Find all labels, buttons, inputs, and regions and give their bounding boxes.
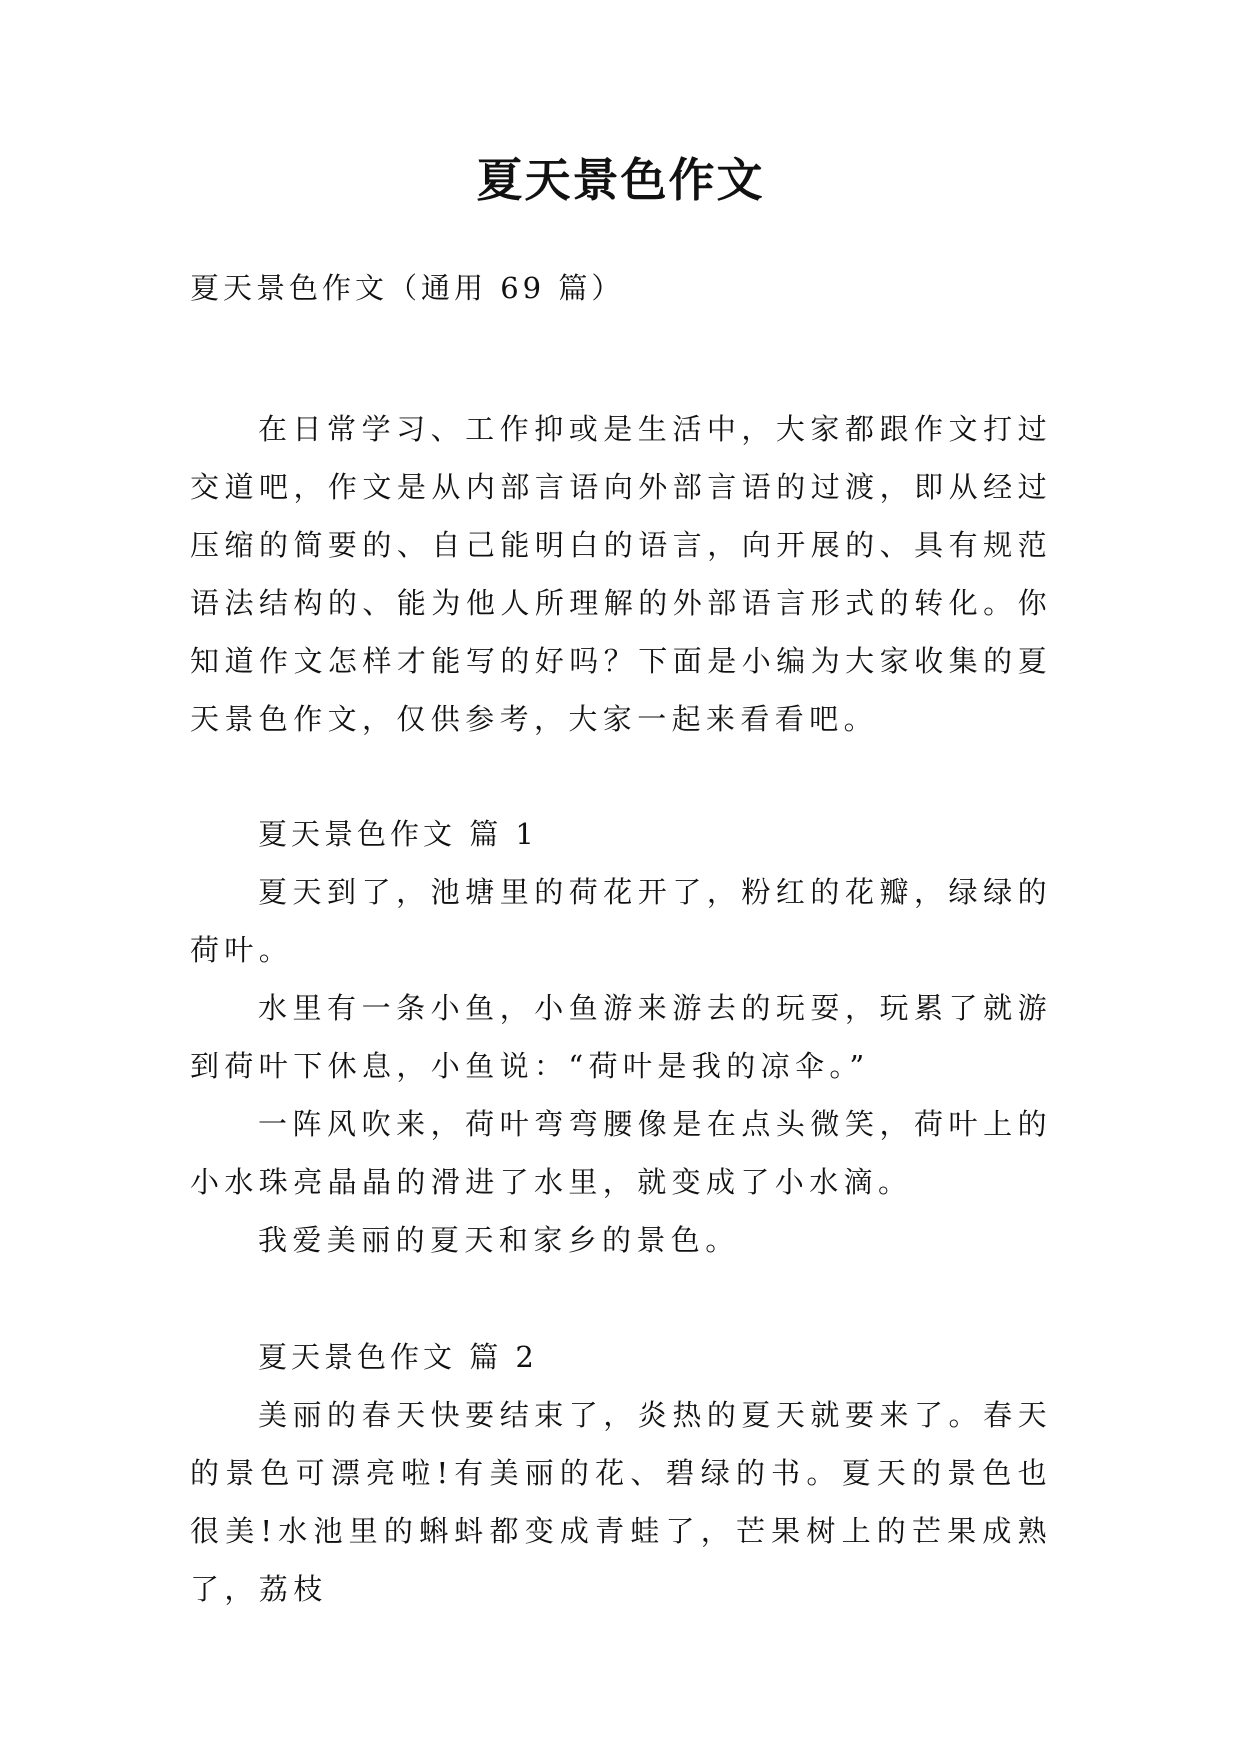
section-heading: 夏天景色作文 篇 1 xyxy=(258,817,538,851)
section-heading: 夏天景色作文 篇 2 xyxy=(258,1340,538,1374)
document-subtitle: 夏天景色作文（通用 69 篇） xyxy=(190,271,625,305)
document-title: 夏天景色作文 xyxy=(476,153,765,207)
section-paragraph: 我爱美丽的夏天和家乡的景色。 xyxy=(258,1223,740,1257)
section-paragraph: 夏天到了，池塘里的荷花开了，粉红的花瓣，绿绿的荷叶。 xyxy=(190,875,1052,967)
section-paragraph: 一阵风吹来，荷叶弯弯腰像是在点头微笑，荷叶上的小水珠亮晶晶的滑进了水里，就变成了小水滴。 xyxy=(190,1107,1052,1199)
intro-paragraph: 在日常学习、工作抑或是生活中，大家都跟作文打过交道吧，作文是从内部言语向外部言语的过渡，即从经过压缩的简要的、自己能明白的语言，向开展的、具有规范语法结构的、能为他人所理解的外部语言形式的转化。你知道作文怎样才能写的好吗？下面是小编为大家收集的夏天景色作文，仅供参考，大家一起来看看吧。 xyxy=(190,412,1052,736)
section-paragraph: 美丽的春天快要结束了，炎热的夏天就要来了。春天的景色可漂亮啦!有美丽的花、碧绿的书。夏天的景色也很美!水池里的蝌蚪都变成青蛙了，芒果树上的芒果成熟了，荔枝 xyxy=(190,1398,1052,1606)
section-paragraph: 水里有一条小鱼，小鱼游来游去的玩耍，玩累了就游到荷叶下休息，小鱼说：“荷叶是我的凉伞。” xyxy=(190,991,1052,1083)
